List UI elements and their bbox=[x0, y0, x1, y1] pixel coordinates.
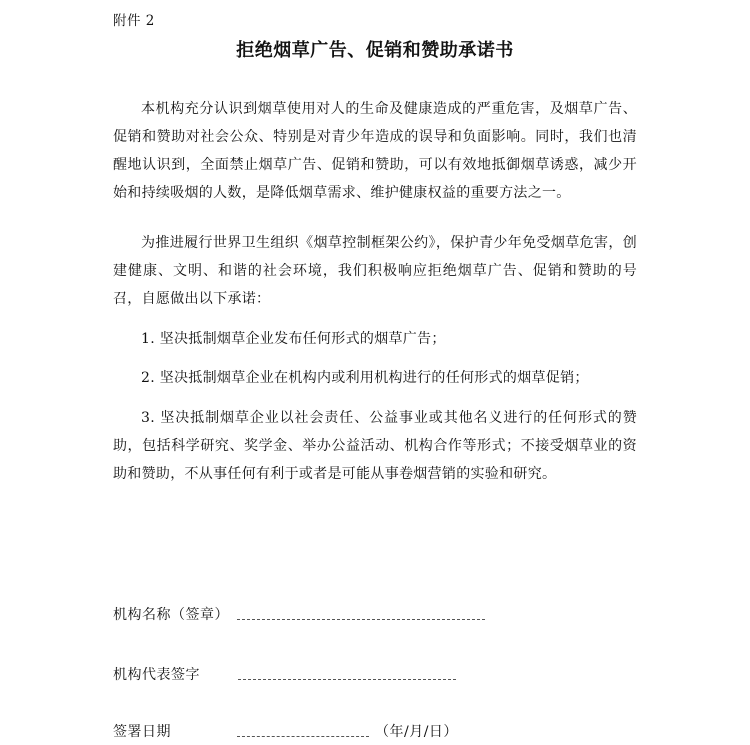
date-format-hint: （年/月/日） bbox=[375, 724, 458, 740]
document-title: 拒绝烟草广告、促销和赞助承诺书 bbox=[236, 40, 514, 61]
rep-sign-label: 机构代表签字 bbox=[113, 667, 200, 683]
date-signature-row bbox=[113, 721, 458, 741]
rep-signature-line[interactable] bbox=[238, 669, 456, 680]
rep-signature-row bbox=[113, 664, 456, 684]
paragraph-commitment-intro: 为推进履行世界卫生组织《烟草控制框架公约》，保护青少年免受烟草危害，创建健康、文明、和谐的社会环境，我们积极响应拒绝烟草广告、促销和赞助的号召，自愿做出以下承诺： bbox=[113, 235, 637, 307]
annex-label: 附件 2 bbox=[113, 13, 155, 29]
commitment-item-3: 3. 坚决抵制烟草企业以社会责任、公益事业或其他名义进行的任何形式的赞助，包括科学研究、奖学金、举办公益活动、机构合作等形式；不接受烟草业的资助和赞助，不从事任何有利于或者是可能从事卷烟营销的实验和研究。 bbox=[113, 410, 637, 482]
date-label: 签署日期 bbox=[113, 724, 171, 740]
commitment-item-2: 2. 坚决抵制烟草企业在机构内或利用机构进行的任何形式的烟草促销； bbox=[141, 370, 589, 386]
date-signature-line[interactable] bbox=[237, 726, 369, 737]
paragraph-awareness: 本机构充分认识到烟草使用对人的生命及健康造成的严重危害，及烟草广告、促销和赞助对社会公众、特别是对青少年造成的误导和负面影响。同时，我们也清醒地认识到，全面禁止烟草广告、促销和赞助，可以有效地抵御烟草诱惑，减少开始和持续吸烟的人数，是降低烟草需求、维护健康权益的重要方法之一。 bbox=[113, 101, 637, 201]
commitment-item-1: 1. 坚决抵制烟草企业发布任何形式的烟草广告； bbox=[141, 331, 446, 347]
org-name-signature-row bbox=[113, 604, 485, 624]
org-name-label: 机构名称（签章） bbox=[113, 607, 229, 623]
org-name-signature-line[interactable] bbox=[237, 609, 485, 620]
